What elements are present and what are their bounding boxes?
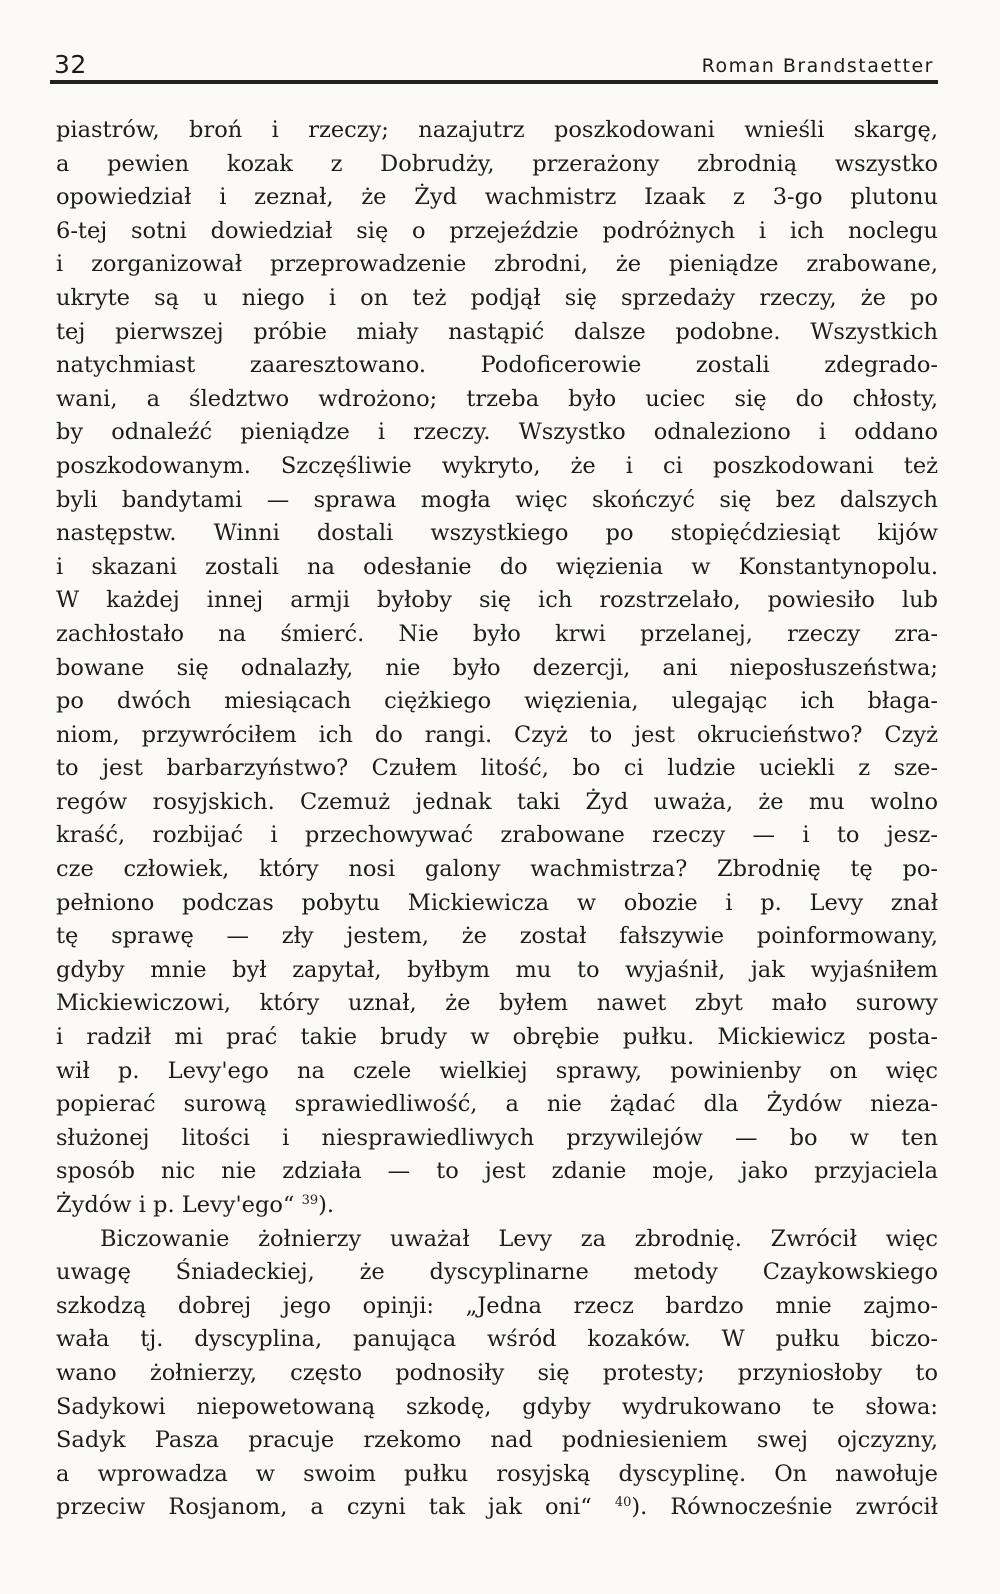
- text-line: kraść, rozbijać i przechowywać zrabowane rzeczy — i to jesz-: [56, 822, 938, 849]
- text-line: wano żołnierzy, często podnosiły się protesty; przyniosłoby to: [56, 1359, 938, 1386]
- paragraph-2: [56, 1223, 938, 1525]
- text-line: wani, a śledztwo wdrożono; trzeba było uciec się do chłosty,: [56, 385, 938, 412]
- text-line: ukryte są u niego i on też podjął się sprzedaży rzeczy, że po: [56, 284, 938, 311]
- text-line: Sadykowi niepowetowaną szkodę, gdyby wydrukowano te słowa:: [56, 1393, 938, 1420]
- author-name: Roman Brandstaetter: [701, 55, 934, 77]
- text-line: wała tj. dyscyplina, panująca wśród kozaków. W pułku biczo-: [56, 1326, 938, 1353]
- paragraph-1: [56, 114, 938, 1223]
- text-line: W każdej innej armji byłoby się ich rozstrzelało, powiesiło lub: [56, 587, 938, 614]
- text-line: po dwóch miesiącach ciężkiego więzienia, ulegając ich błaga-: [56, 688, 938, 715]
- text-line: bowane się odnalazły, nie było dezercji, ani nieposłuszeństwa;: [56, 654, 938, 681]
- text-line: byli bandytami — sprawa mogła więc skończyć się bez dalszych: [56, 486, 938, 513]
- text-line: i skazani zostali na odesłanie do więzienia w Konstantynopolu.: [56, 553, 938, 580]
- text-line: popierać surową sprawiedliwość, a nie żądać dla Żydów nieza-: [56, 1091, 938, 1118]
- text-line-with-footnote: [56, 1491, 938, 1525]
- text-fragment: ). Równocześnie zwrócił: [631, 1494, 938, 1521]
- text-line: Sadyk Pasza pracuje rzekomo nad podniesieniem swej ojczyzny,: [56, 1427, 938, 1454]
- paragraph-first-line: Biczowanie żołnierzy uważał Levy za zbrodnię. Zwrócił więc: [100, 1225, 938, 1252]
- paragraph-end-line: [56, 1189, 938, 1223]
- text-line: zachłostało na śmierć. Nie było krwi przelanej, rzeczy zra-: [56, 620, 938, 647]
- text-line: a pewien kozak z Dobrudży, przerażony zbrodnią wszystko: [56, 150, 938, 177]
- text-line: wił p. Levy'ego na czele wielkiej sprawy, powinienby on więc: [56, 1057, 938, 1084]
- text-line: uwagę Śniadeckiej, że dyscyplinarne metody Czaykowskiego: [56, 1259, 938, 1286]
- text-fragment: ).: [318, 1192, 335, 1218]
- text-line: następstw. Winni dostali wszystkiego po stopięćdziesiąt kijów: [56, 520, 938, 547]
- text-line: tę sprawę — zły jestem, że został fałszywie poinformowany,: [56, 923, 938, 950]
- text-line: gdyby mnie był zapytał, byłbym mu to wyjaśnił, jak wyjaśniłem: [56, 956, 938, 983]
- text-line: natychmiast zaaresztowano. Podoficerowie zostali zdegrado-: [56, 352, 938, 379]
- text-line: i zorganizował przeprowadzenie zbrodni, że pieniądze zrabowane,: [56, 251, 938, 278]
- header-rule: [50, 80, 938, 84]
- body-text: [56, 114, 938, 1525]
- text-line: regów rosyjskich. Czemuż jednak taki Żyd uważa, że mu wolno: [56, 788, 938, 815]
- text-line: pełniono podczas pobytu Mickiewicza w obozie i p. Levy znał: [56, 889, 938, 916]
- text-line: szkodzą dobrej jego opinji: „Jedna rzecz bardzo mnie zajmo-: [56, 1292, 938, 1319]
- text-line: i radził mi prać takie brudy w obrębie pułku. Mickiewicz posta-: [56, 1024, 938, 1051]
- text-line: opowiedział i zeznał, że Żyd wachmistrz Izaak z 3-go plutonu: [56, 184, 938, 211]
- text-line: poszkodowanym. Szczęśliwie wykryto, że i ci poszkodowani też: [56, 452, 938, 479]
- text-fragment: przeciw Rosjanom, a czyni tak jak oni“: [56, 1494, 592, 1521]
- text-line: a wprowadza w swoim pułku rosyjską dyscyplinę. On nawołuje: [56, 1460, 938, 1487]
- page-number: 32: [54, 50, 87, 79]
- text-line: cze człowiek, który nosi galony wachmistrza? Zbrodnię tę po-: [56, 856, 938, 883]
- text-line: by odnaleźć pieniądze i rzeczy. Wszystko odnaleziono i oddano: [56, 419, 938, 446]
- text-line: to jest barbarzyństwo? Czułem litość, bo ci ludzie uciekli z sze-: [56, 755, 938, 782]
- footnote-reference: 40: [614, 1495, 632, 1511]
- text-line: niom, przywróciłem ich do rangi. Czyż to jest okrucieństwo? Czyż: [56, 721, 938, 748]
- running-head: [50, 46, 938, 82]
- footnote-reference: 39: [301, 1193, 319, 1208]
- text-line: piastrów, broń i rzeczy; nazajutrz poszkodowani wnieśli skargę,: [56, 117, 938, 143]
- text-line: 6-tej sotni dowiedział się o przejeździe podróżnych i ich noclegu: [56, 217, 938, 244]
- text-line: Mickiewiczowi, który uznał, że byłem nawet zbyt mało surowy: [56, 990, 938, 1017]
- text-fragment: Żydów i p. Levy'ego“: [56, 1192, 295, 1218]
- text-line: służonej litości i niesprawiedliwych przywilejów — bo w ten: [56, 1124, 938, 1151]
- text-line: tej pierwszej próbie miały nastąpić dalsze podobne. Wszystkich: [56, 318, 938, 345]
- text-line: sposób nic nie zdziała — to jest zdanie moje, jako przyjaciela: [56, 1158, 938, 1185]
